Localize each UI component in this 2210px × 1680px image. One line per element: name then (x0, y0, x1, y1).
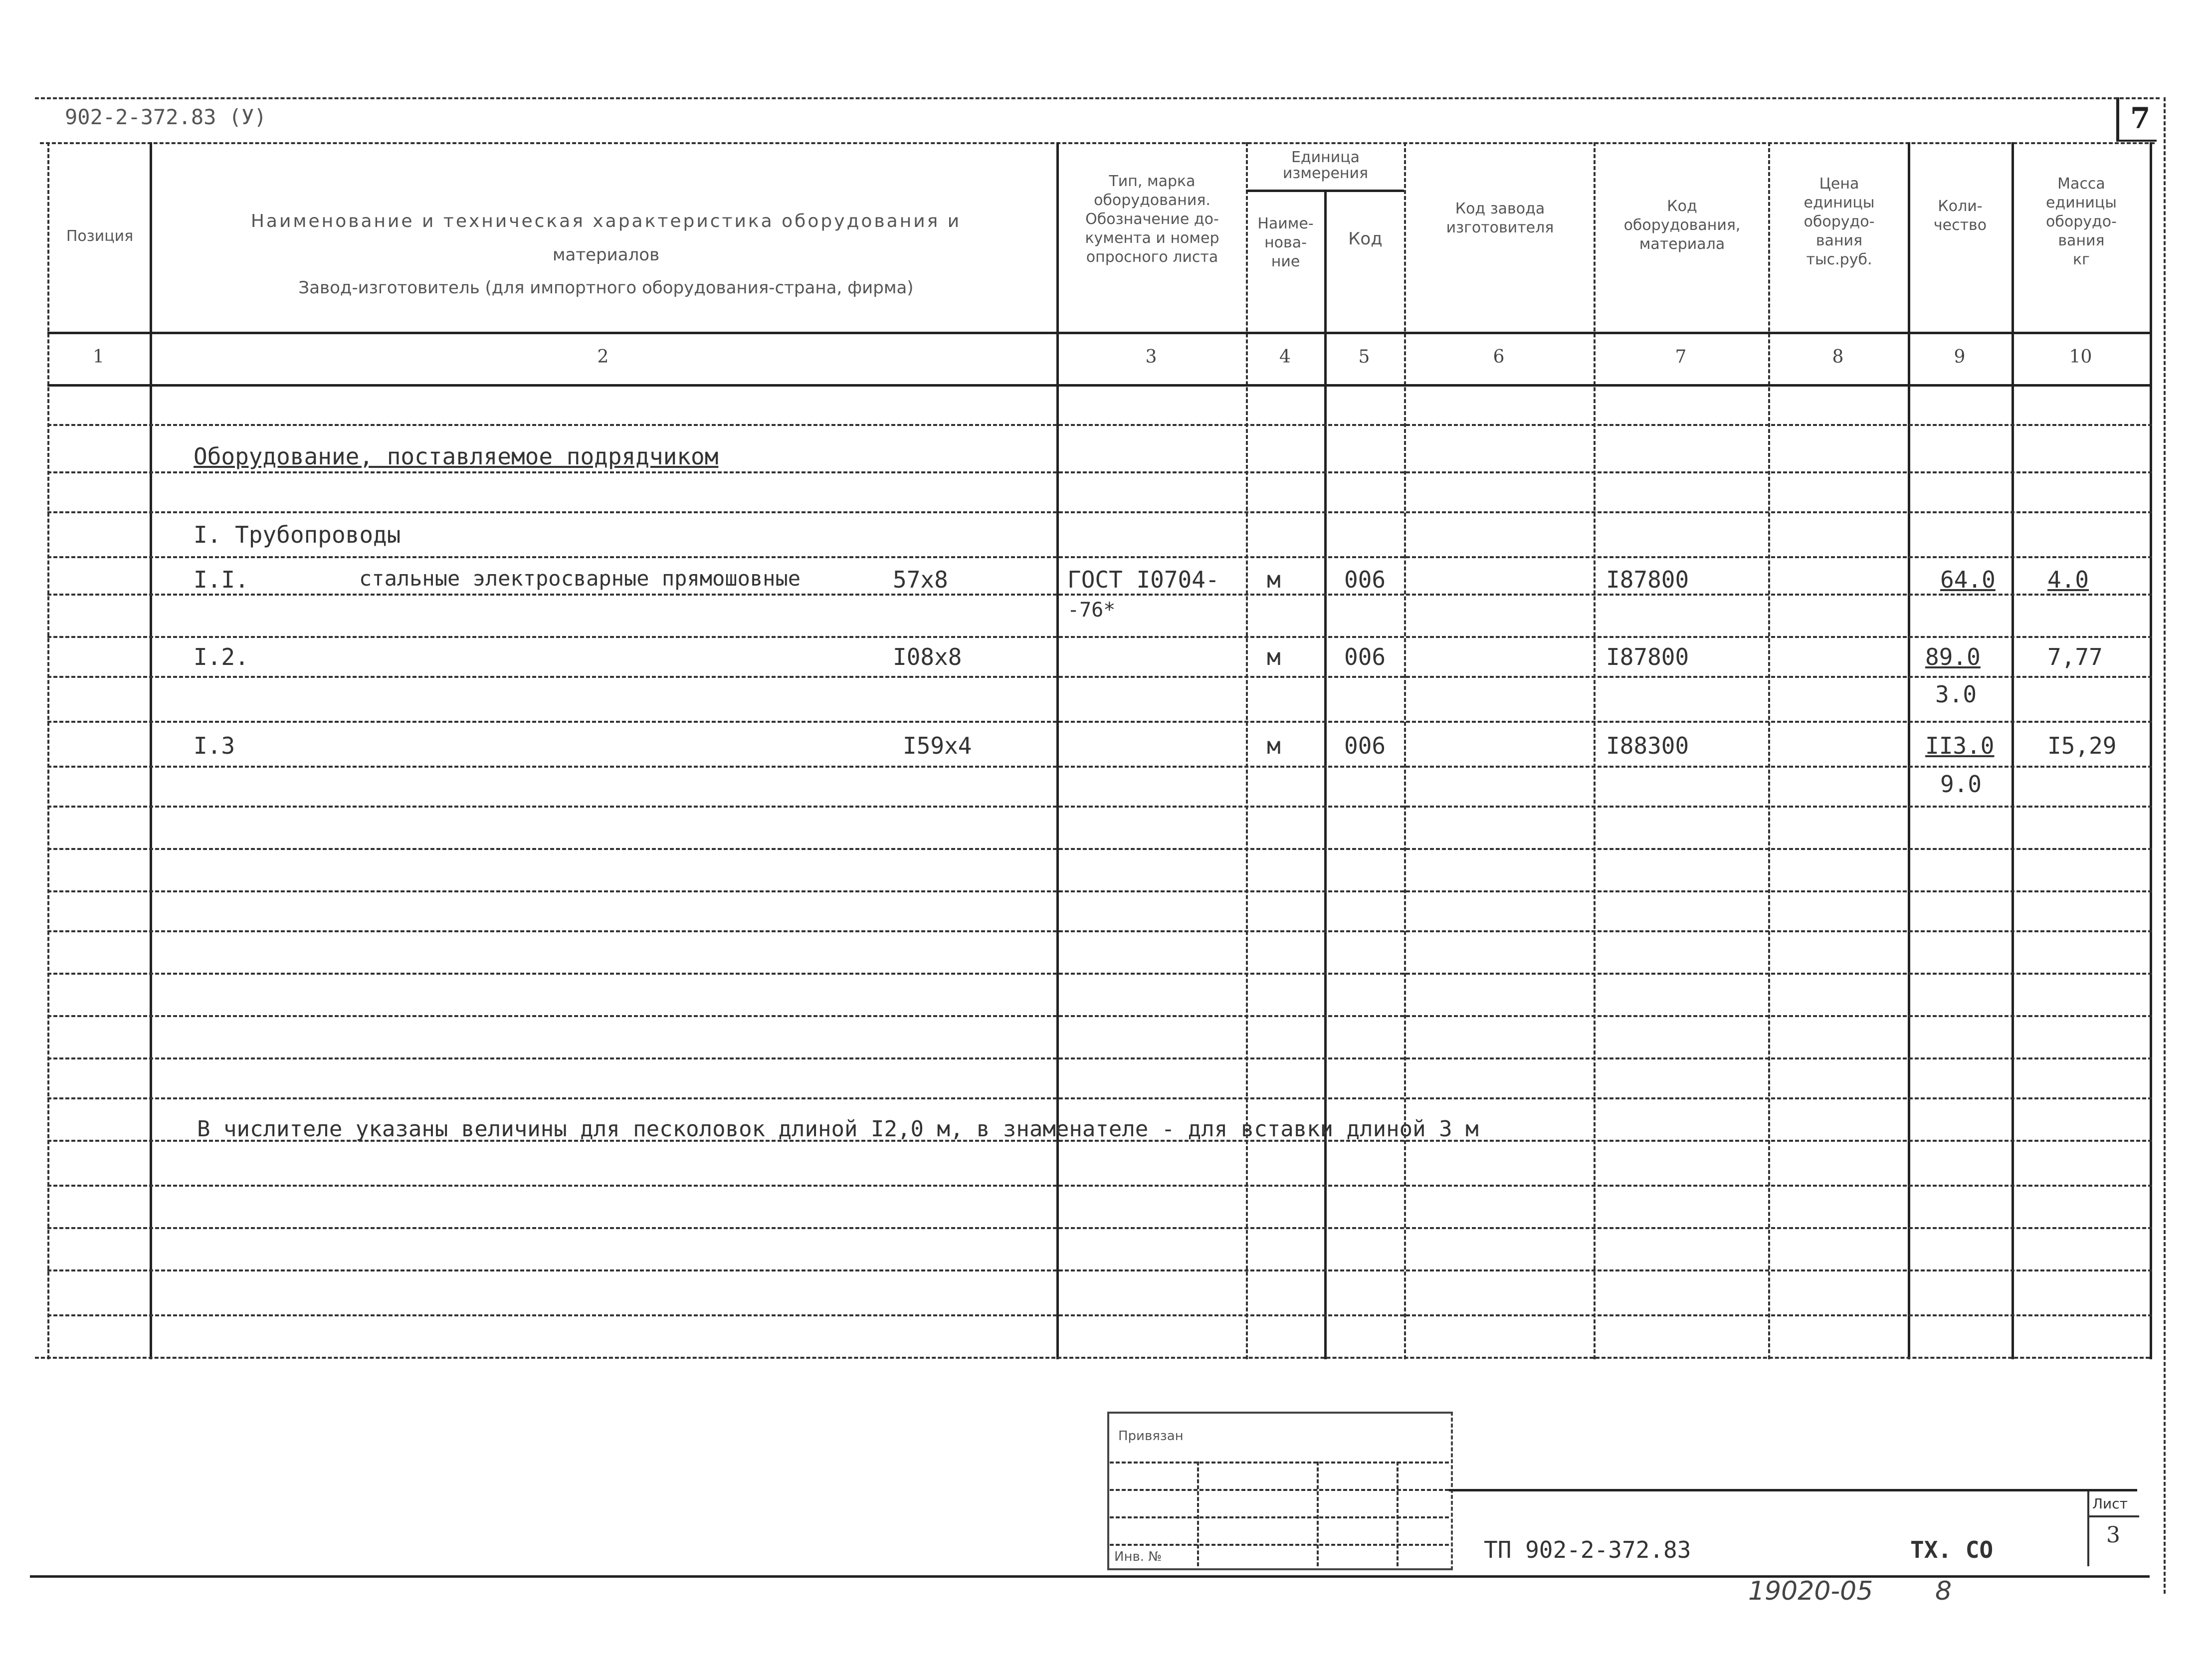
row-3-equip-code: I88300 (1606, 732, 1689, 759)
row-3-position: I.3 (194, 732, 235, 759)
col-number-1: 1 (93, 347, 104, 367)
col-number-4: 4 (1279, 347, 1291, 367)
row-1-position: I.I. (194, 566, 249, 593)
stamp-divider (1397, 1462, 1399, 1566)
sheet-number: 3 (2106, 1522, 2120, 1548)
row-2-quantity-denominator: 3.0 (1935, 681, 1977, 708)
col-number-9: 9 (1954, 347, 1966, 367)
row-line (47, 1314, 2152, 1316)
row-line (47, 1057, 2152, 1059)
stamp-linked-box (1107, 1412, 1453, 1570)
col-number-10: 10 (2069, 347, 2092, 367)
handwritten-page: 8 (1935, 1576, 1952, 1606)
row-line (47, 1015, 2152, 1017)
row-1-quantity: 64.0 (1940, 566, 1996, 593)
document-mark: ТХ. СО (1910, 1536, 1994, 1563)
row-line (47, 973, 2152, 975)
stamp-linked-label: Привязан (1118, 1429, 1184, 1444)
header-bottom-line (47, 332, 2152, 334)
header-col-4: Наиме- нова- ние (1257, 215, 1314, 270)
designation: ТП 902-2-372.83 (1484, 1536, 1691, 1563)
row-2-unit: м (1267, 643, 1281, 670)
title-block-top-line (1449, 1489, 2137, 1491)
row-line (47, 1269, 2152, 1271)
col-number-3: 3 (1145, 347, 1157, 367)
col-line-0 (47, 142, 49, 1359)
header-col-2-line-1: Наименование и техническая характеристика оборудования и (250, 211, 962, 231)
row-line (47, 594, 2152, 596)
handwritten-number: 19020-05 (1748, 1576, 1873, 1606)
page-number: 7 (2130, 101, 2151, 135)
row-2-unit-code: 006 (1344, 643, 1386, 670)
row-1-unit-code: 006 (1344, 566, 1386, 593)
header-unit-group: Единица измерения (1282, 149, 1369, 182)
row-1-doc-cont: -76* (1067, 599, 1116, 622)
header-top-line (40, 142, 2155, 144)
row-line (47, 1227, 2152, 1229)
header-col-3: Тип, марка оборудования. Обозначение до- кумента и номер опросного листа (1085, 173, 1219, 266)
col-number-5: 5 (1358, 347, 1370, 367)
right-border (2164, 97, 2166, 1594)
col-line-8 (1908, 142, 1910, 1359)
row-line (47, 721, 2152, 723)
row-1-unit: м (1267, 566, 1281, 593)
table-bottom-line (35, 1357, 2150, 1359)
col-line-7 (1768, 142, 1770, 1359)
row-line (47, 848, 2152, 850)
header-col-8: Цена единицы оборудо- вания тыс.руб. (1804, 175, 1875, 268)
row-line (47, 471, 2152, 473)
row-1-mass: 4.0 (2047, 566, 2089, 593)
footnote: В числителе указаны величины для песколовок длиной I2,0 м, в знаменателе - для вставки длиной 3 м (197, 1116, 1479, 1142)
group-title: I. Трубопроводы (194, 521, 401, 548)
unit-group-line (1246, 190, 1404, 192)
row-3-quantity: II3.0 (1925, 732, 1995, 759)
row-3-size: I59x4 (903, 732, 972, 759)
row-2-size: I08x8 (893, 643, 962, 670)
row-3-unit: м (1267, 732, 1281, 759)
stamp-divider (1317, 1462, 1319, 1566)
document-code: 902-2-372.83 (У) (65, 105, 267, 129)
col-line-5 (1404, 142, 1406, 1359)
col-number-7: 7 (1675, 347, 1687, 367)
header-col-7: Код оборудования, материала (1623, 198, 1741, 253)
row-2-position: I.2. (194, 643, 249, 670)
row-line (47, 424, 2152, 426)
col-line-1 (150, 142, 152, 1359)
row-2-mass: 7,77 (2047, 643, 2103, 670)
row-line (47, 890, 2152, 892)
row-3-unit-code: 006 (1344, 732, 1386, 759)
stamp-inv-label: Инв. № (1114, 1549, 1162, 1564)
header-col-2-line-3: Завод-изготовитель (для импортного оборудования-страна, фирма) (298, 278, 914, 298)
row-1-size: 57x8 (893, 566, 948, 593)
col-line-10 (2150, 142, 2152, 1359)
col-line-3 (1246, 142, 1248, 1359)
header-col-9: Коли- чество (1933, 198, 1987, 234)
col-line-9 (2011, 142, 2014, 1359)
row-3-quantity-denominator: 9.0 (1940, 771, 1982, 798)
sheet-box (2087, 1491, 2139, 1566)
row-line (47, 1185, 2152, 1187)
section-title: Оборудование, поставляемое подрядчиком (194, 443, 719, 470)
col-number-2: 2 (597, 347, 609, 367)
col-number-6: 6 (1493, 347, 1505, 367)
header-col-5: Код (1348, 229, 1383, 249)
row-line (47, 676, 2152, 678)
header-col-10: Масса единицы оборудо- вания кг (2046, 175, 2117, 268)
row-line (47, 766, 2152, 768)
row-3-mass: I5,29 (2047, 732, 2117, 759)
row-2-quantity: 89.0 (1925, 643, 1981, 670)
row-1-doc: ГОСТ I0704- (1067, 566, 1219, 593)
header-col-2-line-2: материалов (552, 245, 660, 265)
col-number-8: 8 (1832, 347, 1844, 367)
header-col-1: Позиция (66, 227, 134, 245)
row-line (47, 511, 2152, 513)
row-line (47, 556, 2152, 558)
frame-top-line (35, 97, 2160, 99)
col-line-2 (1056, 142, 1059, 1359)
sheet-label: Лист (2092, 1495, 2128, 1512)
row-line (47, 930, 2152, 932)
row-line (47, 806, 2152, 808)
colnum-bottom-line (47, 384, 2152, 387)
col-line-6 (1594, 142, 1596, 1359)
row-2-equip-code: I87800 (1606, 643, 1689, 670)
page-number-box (2116, 97, 2157, 142)
row-line (47, 636, 2152, 638)
row-1-equip-code: I87800 (1606, 566, 1689, 593)
row-1-name: стальные электросварные прямошовные (359, 566, 801, 591)
sheet-label-underline (2089, 1515, 2139, 1517)
stamp-divider (1197, 1462, 1199, 1566)
header-col-6: Код завода изготовителя (1446, 200, 1554, 236)
row-line (47, 1097, 2152, 1099)
